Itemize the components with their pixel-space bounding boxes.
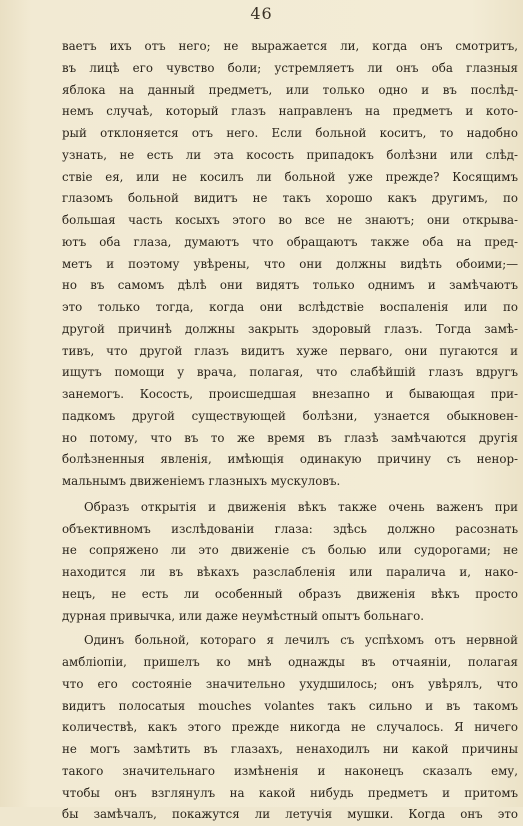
text-line: другой причинѣ должны закрыть здоровый глазъ. Тогда замѣ- bbox=[62, 321, 518, 336]
text-line: въ лицѣ его чувство боли; устремляетъ ли онъ оба глазныя bbox=[62, 60, 518, 75]
text-line: занемогъ. Косость, происшедшая внезапно и бывающая при- bbox=[62, 387, 518, 401]
text-line: яблока на данный предметъ, или только одно и въ послѣд- bbox=[62, 82, 518, 97]
text-line: глазомъ больной видитъ не такъ хорошо какъ другимъ, по bbox=[62, 191, 518, 206]
text-line: ваетъ ихъ отъ него; не выражается ли, когда онъ смотритъ, bbox=[62, 39, 518, 53]
text-line: но потому, что въ то же время въ глазѣ замѣчаются другія bbox=[62, 430, 518, 445]
text-line: что его состояніе значительно ухудшилось; онъ увѣрялъ, что bbox=[62, 676, 518, 691]
text-line: нецъ, не есть ли особенный образъ движенія вѣкъ просто bbox=[62, 586, 518, 601]
text-line: не могъ замѣтить въ глазахъ, ненаходилъ ни какой причины bbox=[62, 742, 518, 756]
text-line: находится ли въ вѣкахъ разслабленія или паралича и, нако- bbox=[62, 565, 518, 579]
text-line: количествѣ, какъ этого прежде никогда не случалось. Я ничего bbox=[62, 720, 518, 735]
text-line: падкомъ другой существующей болѣзни, узнается обыкновен- bbox=[62, 408, 518, 423]
text-line: узнать, не есть ли эта косость припадокъ болѣзни или слѣд- bbox=[62, 147, 518, 162]
text-line: немъ случаѣ, который глазъ направленъ на предметъ и кото- bbox=[62, 104, 518, 119]
text-line: мальнымъ движеніемъ глазныхъ мускуловъ. bbox=[62, 474, 341, 488]
text-line: ствіе ея, или не косилъ ли больной уже прежде? Косящимъ bbox=[62, 169, 518, 184]
text-line: ищутъ помощи у врача, полагая, что слабѣйшій глазъ вдругъ bbox=[62, 365, 518, 380]
text-line: такого значительнаго измѣненія и наконецъ сказалъ ему, bbox=[62, 763, 518, 778]
text-line: болѣзненныя явленія, имѣющія одинакую причину съ ненор- bbox=[62, 452, 518, 467]
text-line: видитъ полосатыя mouches volantes такъ сильно и въ такомъ bbox=[62, 698, 518, 713]
text-line: но въ самомъ дѣлѣ они видятъ только однимъ и замѣчаютъ bbox=[62, 278, 518, 293]
text-line: чтобы онъ взглянулъ на какой нибудь предметъ и притомъ bbox=[62, 785, 518, 800]
page-number: 46 bbox=[250, 4, 273, 23]
text-line: рый отклоняется отъ него. Если больной коситъ, то надобно bbox=[62, 126, 518, 140]
text-line: ютъ оба глаза, думаютъ что обращаютъ также оба на пред- bbox=[62, 234, 518, 249]
text-line: бы замѣчалъ, покажутся ли летучія мушки. Когда онъ это bbox=[62, 807, 518, 822]
text-line: Одинъ больной, котораго я лечилъ съ успѣхомъ отъ нервной bbox=[84, 633, 518, 648]
text-line: дурная привычка, или даже неумѣстный опытъ больнаго. bbox=[62, 608, 424, 623]
text-line: амбліопіи, пришелъ ко мнѣ однажды въ отчаяніи, полагая bbox=[62, 655, 518, 669]
text-line: это только тогда, когда они вслѣдствіе воспаленія или по bbox=[62, 300, 518, 314]
text-line: большая часть косыхъ этого во все не знаютъ; они открыва- bbox=[62, 213, 518, 227]
text-line: метъ и поэтому увѣрены, что они должны видѣть обоими;— bbox=[62, 256, 518, 271]
text-line: Образъ открытія и движенія вѣкъ также очень важенъ при bbox=[84, 499, 518, 514]
body-text bbox=[62, 36, 518, 826]
text-line: объективномъ изслѣдованіи глаза: здѣсь должно расознать bbox=[62, 521, 518, 536]
text-line: тивъ, что другой глазъ видитъ хуже перваго, они пугаются и bbox=[62, 343, 518, 358]
text-line: не сопряжено ли это движеніе съ болью или судорогами; не bbox=[62, 543, 518, 558]
